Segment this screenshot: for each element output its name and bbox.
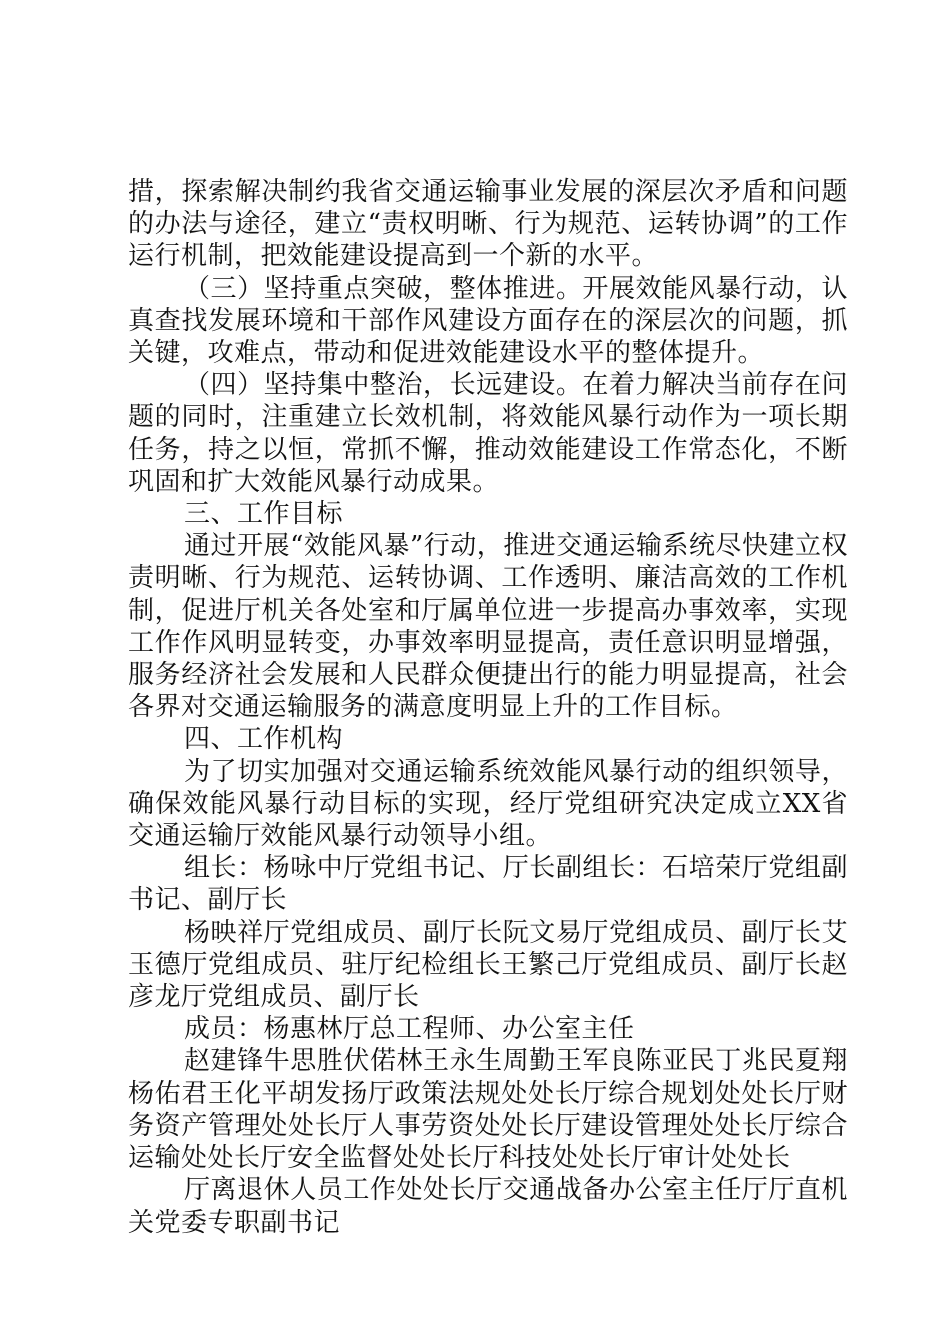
paragraph-work-goals: 通过开展“效能风暴”行动，推进交通运输系统尽快建立权责明晰、行为规范、运转协调、工作透明、廉洁高效的工作机制，促进厅机关各处室和厅属单位进一步提高办事效率，实现工作作风明显转变，办事效率明显提高，责任意识明显增强，服务经济社会发展和人民群众便捷出行的能力明显提高，社会各界对交通运输服务的满意度明显上升的工作目标。 xyxy=(128,531,848,723)
paragraph-leadership-group: 为了切实加强对交通运输系统效能风暴行动的组织领导，确保效能风暴行动目标的实现，经厅党组研究决定成立XX省交通运输厅效能风暴行动领导小组。 xyxy=(128,756,848,852)
paragraph-members-intro: 成员：杨惠林厅总工程师、办公室主任 xyxy=(184,1014,635,1045)
paragraph-deputy-leaders: 杨映祥厅党组成员、副厅长阮文易厅党组成员、副厅长艾玉德厅党组成员、驻厅纪检组长王繁己厅党组成员、副厅长赵彦龙厅党组成员、副厅长 xyxy=(128,917,848,1013)
paragraph-members-list: 赵建锋牛思胜伏偌林王永生周勤王军良陈亚民丁兆民夏翔杨佑君王化平胡发扬厅政策法规处处长厅综合规划处处长厅财务资产管理处处长厅人事劳资处处长厅建设管理处处长厅综合运输处处长厅安全监督处处长厅科技处处长厅审计处处长 xyxy=(128,1046,848,1174)
paragraph-group-leader: 组长：杨咏中厅党组书记、厅长副组长：石培荣厅党组副书记、副厅长 xyxy=(128,853,848,916)
paragraph-point-three: （三）坚持重点突破，整体推进。开展效能风暴行动，认真查找发展环境和干部作风建设方面存在的深层次的问题，抓关键，攻难点，带动和促进效能建设水平的整体提升。 xyxy=(128,273,848,369)
paragraph-continuation: 措，探索解决制约我省交通运输事业发展的深层次矛盾和问题的办法与途径，建立“责权明晰、行为规范、运转协调”的工作运行机制，把效能建设提高到一个新的水平。 xyxy=(128,177,848,272)
paragraph-point-four: （四）坚持集中整治，长远建设。在着力解决当前存在问题的同时，注重建立长效机制，将效能风暴行动作为一项长期任务，持之以恒，常抓不懈，推动效能建设工作常态化，不断巩固和扩大效能风暴行动成果。 xyxy=(128,370,848,497)
section-heading-work-goals: 三、工作目标 xyxy=(184,499,344,530)
document-body xyxy=(128,176,848,1239)
section-heading-work-organization: 四、工作机构 xyxy=(184,724,344,755)
paragraph-members-continued: 厅离退休人员工作处处长厅交通战备办公室主任厅厅直机关党委专职副书记 xyxy=(128,1175,848,1238)
